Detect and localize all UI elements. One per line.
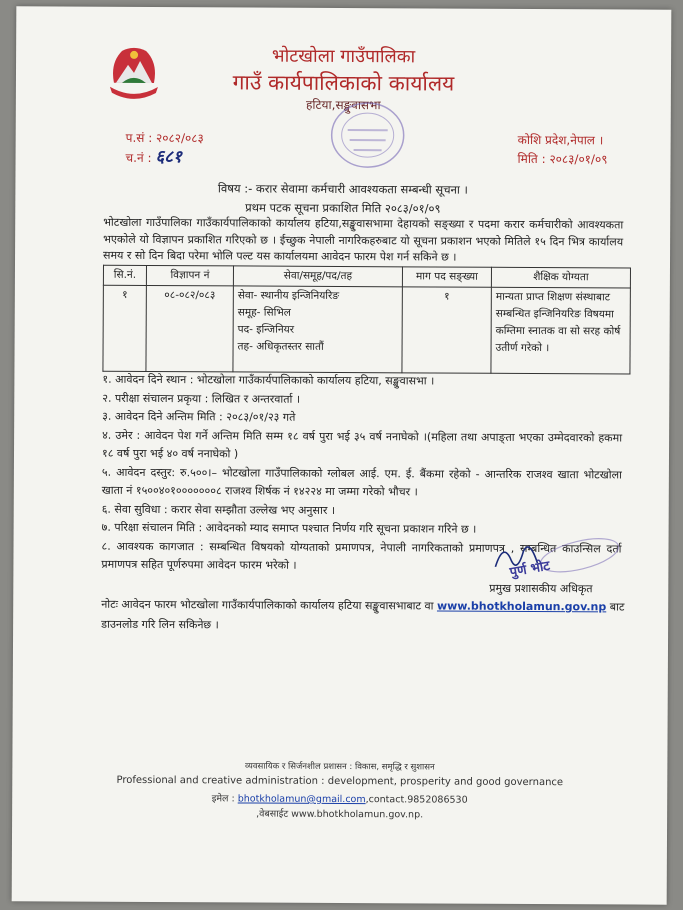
province: कोशि प्रदेश,नेपाल । bbox=[517, 132, 604, 148]
list-item: २. परीक्षा संचालन प्रकृया : लिखित र अन्तरवार्ता । bbox=[102, 391, 301, 406]
province-date bbox=[518, 131, 608, 169]
post-level: तह- अधिकृतस्तर सातौं bbox=[237, 340, 324, 353]
footer-slogan-np: व्यवसायिक र सिर्जनशील प्रशासन : विकास, समृद्धि र सुशासन bbox=[244, 761, 435, 773]
reference-numbers bbox=[126, 129, 204, 168]
cell-qualification: मान्यता प्राप्त शिक्षण संस्थाबाट सम्बन्धित इन्जिनियरिङ विषयमा कम्तिमा स्नातक वा सो सरह कोर्ष उतीर्ण गरेको । bbox=[491, 287, 630, 374]
office-title: गाउँ कार्यपालिकाको कार्यालय bbox=[232, 70, 455, 96]
notice-page bbox=[12, 6, 672, 904]
intro-paragraph: भोटखोला गाउँपालिका गाउँकार्यपालिकाको कार्यालय हटिया,सङ्खुवासभामा देहायको सङ्ख्या र पदमा करार कर्मचारीको आवश्यकता भएकोले यो विज्ञापन प्रकाशित गरिएको छ । ईच्छुक नेपाली नागरिकहरुबाट यो सूचना प्रकाशन भएको मितिले १५ दिन भित्र कार्यालय समय र सो दिन बिदा परेमा भोलि पल्ट यस कार्यालयमा आवेदन फारम पेश गर्न सकिने छ । bbox=[103, 215, 624, 264]
cell-post bbox=[233, 286, 402, 373]
list-item: ६. सेवा सुविधा : करार सेवा सम्झौता उल्लेख भए अनुसार । bbox=[101, 502, 336, 517]
issue-date: मिति : २०८३/०१/०९ bbox=[517, 151, 608, 167]
office-name: भोटखोला गाउँपालिका bbox=[271, 45, 416, 68]
footer-slogan-en: Professional and creative administration : development, prosperity and good governance bbox=[116, 774, 564, 789]
email-link[interactable]: bhotkholamun@gmail.com bbox=[237, 793, 366, 806]
col-post: सेवा/समूह/पद/तह bbox=[233, 266, 402, 287]
first-publication: प्रथम पटक सूचना प्रकाशित मिति २०८३/०१/०९ bbox=[245, 200, 441, 216]
cell-count: १ bbox=[402, 287, 491, 373]
website-link[interactable]: www.bhotkholamun.gov.np bbox=[436, 599, 607, 614]
note-prefix: नोटः आवेदन फारम भोटखोला गाउँकार्यपालिकाको कार्यालय हटिया सङ्खुवासभाबाट वा bbox=[101, 597, 438, 613]
list-item: ५. आवेदन दस्तुर: रु.५००।– भोटखोला गाउँपालिकाको ग्लोबल आई. एम. ई. बैंकमा रहेको - आन्तरिक राजश्व खाता भोटखोला खाता नं १५००४०१०००००००८ राजश्व शिर्षक नं १४२२४ मा जम्मा गरेको भौचर । bbox=[101, 465, 622, 499]
list-item: ४. उमेर : आवेदन पेश गर्ने अन्तिम मिति सम्म १८ वर्ष पुरा भई ३५ वर्ष ननाघेको ।(महिला तथा अपाङ्ता भएका उम्मेदवारको हकमा १८ वर्ष पुरा भई ४० वर्ष ननाघेको ) bbox=[101, 428, 623, 461]
cell-sn: १ bbox=[103, 285, 146, 371]
chalani-label: च.नं : bbox=[125, 150, 152, 166]
patra-sankhya: प.सं : २०८२/०८३ bbox=[125, 130, 204, 146]
contact-number: ,contact.9852086530 bbox=[365, 794, 468, 806]
col-count: माग पद सङ्ख्या bbox=[402, 267, 491, 287]
office-address: हटिया,सङ्खुवासभा bbox=[306, 97, 381, 113]
list-item: १. आवेदन दिने स्थान : भोटखोला गाउँकार्यपालिकाको कार्यालय हटिया, सङ्खुवासभा । bbox=[102, 372, 435, 388]
vacancy-table bbox=[102, 265, 631, 375]
footer-contact bbox=[12, 790, 667, 806]
download-note bbox=[101, 595, 631, 638]
signatory-name: पुर्ण भोट bbox=[508, 558, 552, 581]
col-adno: विज्ञापन नं bbox=[146, 265, 233, 285]
signature-block bbox=[489, 537, 621, 598]
subject-line: विषय :- करार सेवामा कर्मचारी आवश्यकता सम्बन्धी सूचना । bbox=[217, 181, 468, 197]
chalani-number bbox=[126, 148, 204, 168]
table-row bbox=[103, 285, 630, 374]
list-item: ३. आवेदन दिने अन्तिम मिति : २०८३/०१/२३ गते bbox=[102, 409, 296, 424]
cell-adno: ०८-०८२/०८३ bbox=[146, 285, 233, 371]
list-item: ७. परिक्षा संचालन मिति : आवेदनको म्याद समाप्त पश्चात निर्णय गरि सूचना प्रकाशन गरिने छ । bbox=[101, 520, 477, 536]
col-sn: सि.नं. bbox=[103, 265, 146, 285]
post-title: पद- इन्जिनियर bbox=[237, 323, 295, 336]
chalani-value: ६८१ bbox=[155, 147, 182, 168]
list-item: ८. आवश्यक कागजात : सम्बन्धित विषयको योग्यताको प्रमाणपत्र, नेपाली नागरिकताको प्रमाणपत्र , सम्बन्धित काउन्सिल दर्ता प्रमाणपत्र सहित पूर्णरुपमा आवेदन फारम भरेको । bbox=[101, 539, 622, 572]
footer-website: ,वेबसाईट www.bhotkholamun.gov.np. bbox=[256, 808, 424, 821]
col-qualification: शैक्षिक योग्यता bbox=[491, 267, 630, 288]
office-stamp-icon bbox=[327, 100, 407, 170]
signatory-title: प्रमुख प्रशासकीय अधिकृत bbox=[489, 581, 593, 596]
note-suffix: बाट डाउनलोड गरि लिन सकिनेछ । bbox=[101, 600, 625, 632]
post-service: सेवा- स्थानीय इन्जिनियरिङ bbox=[237, 289, 340, 302]
post-group: समूह- सिभिल bbox=[237, 306, 291, 319]
table-header-row bbox=[103, 265, 630, 288]
email-label: इमेल : bbox=[211, 793, 238, 805]
